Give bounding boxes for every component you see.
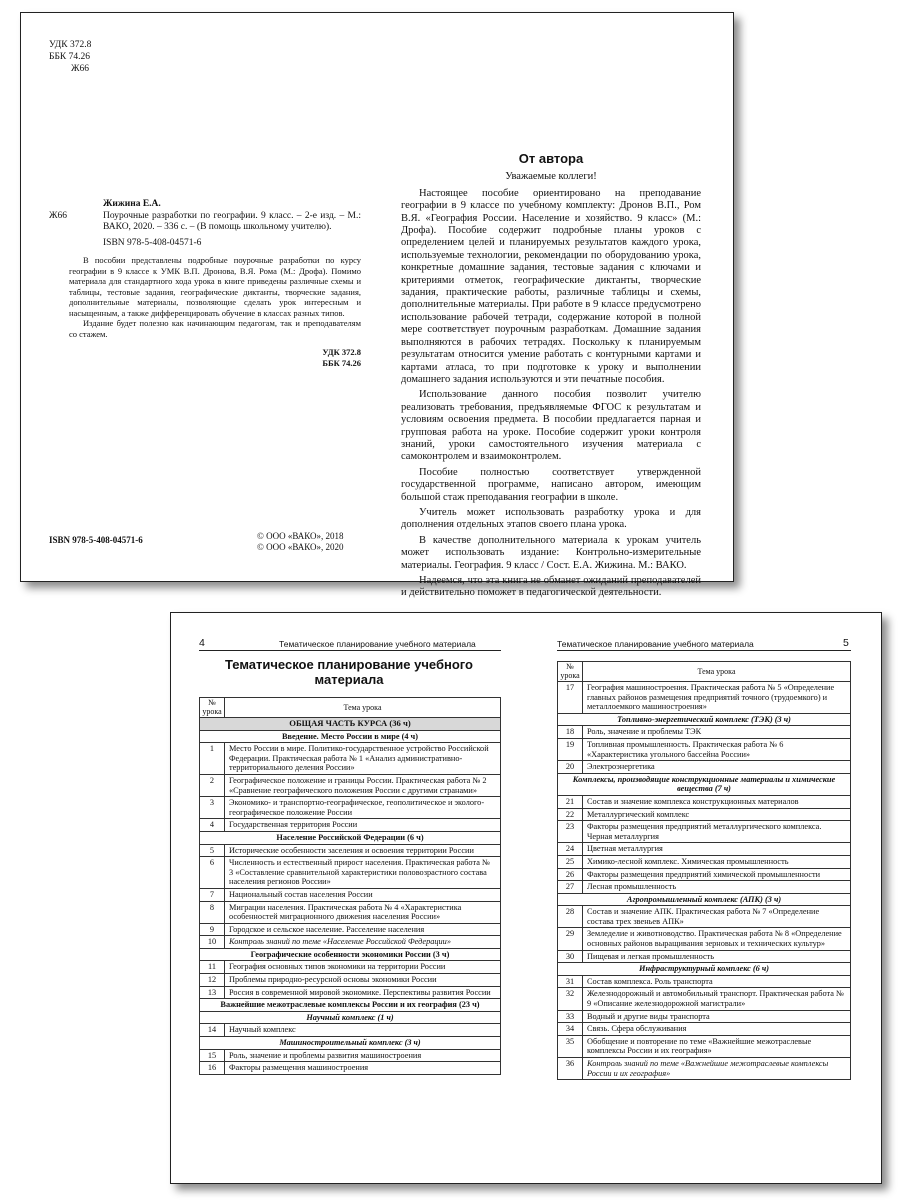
section-heading: Географические особенности экономики России (3 ч) xyxy=(200,948,501,961)
table-row xyxy=(558,1023,851,1036)
lesson-topic: Металлургический комплекс xyxy=(583,808,851,821)
lesson-topic: Проблемы природно-ресурсной основы экономики России xyxy=(225,974,501,987)
preface-paragraph: Учитель может использовать разработку урока и для дополнения отдельных этапов своего плана урока. xyxy=(401,506,701,531)
table-row xyxy=(200,986,501,999)
section-heading: Важнейшие межотраслевые комплексы России и их география (23 ч) xyxy=(200,999,501,1012)
lesson-number: 17 xyxy=(558,682,583,714)
lesson-number: 36 xyxy=(558,1058,583,1080)
lesson-number: 7 xyxy=(200,888,225,901)
lesson-number: 19 xyxy=(558,738,583,760)
lesson-topic: Государственная территория России xyxy=(225,819,501,832)
section-row xyxy=(200,831,501,844)
codes-right xyxy=(49,347,361,368)
lesson-topic: Химико-лесной комплекс. Химическая промышленность xyxy=(583,855,851,868)
table-row xyxy=(558,868,851,881)
lesson-topic: Факторы размещения машиностроения xyxy=(225,1062,501,1075)
section-heading: Топливно-энергетический комплекс (ТЭК) (3 ч) xyxy=(558,713,851,726)
lesson-topic: Топливная промышленность. Практическая работа № 6 «Характеристика угольного бассейна России» xyxy=(583,738,851,760)
preface-paragraph: В качестве дополнительного материала к урокам учитель может использовать издание: Контрольно-измерительные материалы. География. 9 класс / Сост. Е.А. Жижина. М.: ВАКО. xyxy=(401,534,701,571)
lesson-number: 13 xyxy=(200,986,225,999)
lesson-topic: Цветная металлургия xyxy=(583,843,851,856)
header-rule-left xyxy=(199,650,501,651)
section-heading: Научный комплекс (1 ч) xyxy=(200,1011,501,1024)
lesson-number: 20 xyxy=(558,761,583,774)
table-row xyxy=(558,855,851,868)
lesson-topic: Факторы размещения предприятий химической промышленности xyxy=(583,868,851,881)
section-heading: Введение. Место России в мире (4 ч) xyxy=(200,730,501,743)
lesson-number: 2 xyxy=(200,774,225,796)
lesson-plan-table-right xyxy=(557,661,851,1080)
lesson-topic: Контроль знаний по теме «Важнейшие межотраслевые комплексы России и их география» xyxy=(583,1058,851,1080)
table-row xyxy=(200,961,501,974)
table-row xyxy=(558,1010,851,1023)
section-heading: Агропромышленный комплекс (АПК) (3 ч) xyxy=(558,893,851,906)
lesson-number: 10 xyxy=(200,936,225,949)
table-row xyxy=(200,844,501,857)
table-row xyxy=(558,682,851,714)
lesson-topic: Роль, значение и проблемы развития машиностроения xyxy=(225,1049,501,1062)
lesson-number: 30 xyxy=(558,950,583,963)
preface-paragraph: Настоящее пособие ориентировано на преподавание географии в 9 классе по учебному комплекту: Дронов В.П., Ром В.Я. «География России. Население и хозяйство. 9 класс» (М.: Дрофа). Пособие содержит подробные планы уроков с определением целей и планируемых результатов каждого урока, используемые технологии, рекомендации по оборудованию урока, конкретные домашние задания, тестовые задания с ключами и критериями отметок, географические диктанты, творческие задания, практические работы, различные таблицы и схемы, дополнительные материалы. При работе в 9 классе предусмотрено использование рабочей тетради, содержание которой в полной мере соответствует поурочным разработкам. Домашние задания выполняются в рабочих тетрадях. Поскольку к планируемым результатам относится умение работать с контурными картами и картами атласа, то при подготовке к уроку и выполнении домашнего задания используются и эти печатные пособия. xyxy=(401,187,701,385)
lesson-topic: Экономико- и транспортно-географическое, геополитическое и эколого-географическое положение России xyxy=(225,797,501,819)
header-rule-right xyxy=(557,650,851,651)
lesson-topic: Россия в современной мировой экономике. Перспективы развития России xyxy=(225,986,501,999)
table-row xyxy=(558,821,851,843)
salutation: Уважаемые коллеги! xyxy=(505,171,597,183)
lesson-topic: Научный комплекс xyxy=(225,1024,501,1037)
table-row xyxy=(558,761,851,774)
table-row xyxy=(200,1024,501,1037)
annotation-paragraph: Издание будет полезно как начинающим педагогам, так и преподавателям со стажем. xyxy=(69,318,361,339)
preface-title: От автора xyxy=(518,151,584,166)
table-row xyxy=(558,795,851,808)
lesson-topic: Национальный состав населения России xyxy=(225,888,501,901)
lesson-topic: Факторы размещения предприятий металлургического комплекса. Черная металлургия xyxy=(583,821,851,843)
table-row xyxy=(558,726,851,739)
section-heading: Инфраструктурный комплекс (6 ч) xyxy=(558,963,851,976)
lesson-number: 15 xyxy=(200,1049,225,1062)
table-row xyxy=(200,1049,501,1062)
lesson-topic: Связь. Сфера обслуживания xyxy=(583,1023,851,1036)
page-number-left: 4 xyxy=(199,637,205,649)
lesson-number: 16 xyxy=(200,1062,225,1075)
table-row xyxy=(200,797,501,819)
desc-text: Поурочные разработки по географии. 9 класс. – 2-е изд. – М.: ВАКО, 2020. – 336 с. – (В помощь школьному учителю). xyxy=(103,210,361,232)
lesson-topic: Городское и сельское население. Расселение населения xyxy=(225,923,501,936)
table-row xyxy=(558,950,851,963)
desc-author-sign: Ж66 xyxy=(49,210,68,221)
table-row xyxy=(200,743,501,775)
preface-paragraph: Надеемся, что эта книга не обманет ожиданий преподавателей и действительно поможет в педагогической деятельности. xyxy=(401,575,701,599)
lesson-number: 23 xyxy=(558,821,583,843)
udk-code-right: УДК 372.8 xyxy=(322,347,361,357)
running-header-left: Тематическое планирование учебного материала xyxy=(279,639,476,649)
section-row xyxy=(558,713,851,726)
lesson-number: 4 xyxy=(200,819,225,832)
annotation-paragraph: В пособии представлены подробные поурочные разработки по курсу географии в 9 классе к УМК В.П. Дронова, В.Я. Рома (М.: Дрофа). Помимо материала для стандартного хода урока в книге приведены различные схемы и таблицы, тестовые задания, географические диктанты, творческие задания, дополнительные материалы, позволяющие сделать урок интересным и насыщенным, а также дифференцировать обучение в классах разных типов. xyxy=(69,255,361,318)
lesson-number: 34 xyxy=(558,1023,583,1036)
lesson-topic: Место России в мире. Политико-государственное устройство Российской Федерации. Практическая работа № 1 «Анализ административно-территориального деления России» xyxy=(225,743,501,775)
copyright-block xyxy=(257,531,344,553)
table-header-row xyxy=(200,698,501,718)
lesson-topic: География машиностроения. Практическая работа № 5 «Определение главных районов размещения предприятий точного (трудоемкого) и металлоемкого машиностроения» xyxy=(583,682,851,714)
table-row xyxy=(558,906,851,928)
table-row xyxy=(200,857,501,889)
table-body xyxy=(558,682,851,1080)
imprint-block xyxy=(49,199,361,368)
table-row xyxy=(200,974,501,987)
author-sign: Ж66 xyxy=(71,64,90,74)
lesson-topic: Обобщение и повторение по теме «Важнейшие межотраслевые комплексы России и их география» xyxy=(583,1035,851,1057)
lesson-number: 6 xyxy=(200,857,225,889)
table-body xyxy=(200,718,501,1075)
lesson-number: 9 xyxy=(200,923,225,936)
section-row xyxy=(200,730,501,743)
column-header-topic: Тема урока xyxy=(225,698,501,718)
book-spread-table-of-contents xyxy=(170,612,882,1184)
lesson-number: 32 xyxy=(558,988,583,1010)
lesson-number: 35 xyxy=(558,1035,583,1057)
preface-paragraph: Пособие полностью соответствует утвержденной государственной программе, написано автором, имеющим большой стаж преподавания географии в школе. xyxy=(401,466,701,503)
lesson-number: 1 xyxy=(200,743,225,775)
table-row xyxy=(558,843,851,856)
toc-title: Тематическое планирование учебного материала xyxy=(225,657,473,687)
page-number-right: 5 xyxy=(843,637,849,649)
table-row xyxy=(200,774,501,796)
lesson-topic: Земледелие и животноводство. Практическая работа № 8 «Определение основных районов выращивания зерновых и технических культур» xyxy=(583,928,851,950)
section-row xyxy=(200,718,501,731)
isbn-bottom: ISBN 978-5-408-04571-6 xyxy=(49,535,143,545)
lesson-topic: Исторические особенности заселения и освоения территории России xyxy=(225,844,501,857)
table-row xyxy=(558,1035,851,1057)
lesson-number: 25 xyxy=(558,855,583,868)
section-row xyxy=(200,999,501,1012)
annotation xyxy=(49,255,361,339)
lesson-topic: Миграции населения. Практическая работа № 4 «Характеристика особенностей миграционного движения населения России» xyxy=(225,901,501,923)
preface xyxy=(401,153,701,603)
bbk-code: ББК 74.26 xyxy=(49,52,90,62)
lesson-number: 21 xyxy=(558,795,583,808)
preface-paragraph: Использование данного пособия позволит учителю реализовать требования, предъявляемые ФГОС к результатам и условиям освоения предмета. В пособии предлагается парная и групповая работа на уроке. Пособие содержит уроки контроля знаний, уроки самостоятельного изучения материала с самоконтролем и взаимоконтролем. xyxy=(401,389,701,463)
classification-codes xyxy=(49,39,91,75)
table-row xyxy=(558,975,851,988)
copyright-line: © ООО «ВАКО», 2018 xyxy=(257,531,344,541)
section-row xyxy=(200,948,501,961)
lesson-topic: Железнодорожный и автомобильный транспорт. Практическая работа № 9 «Описание железнодорожной магистрали» xyxy=(583,988,851,1010)
author-name: Жижина Е.А. xyxy=(103,199,161,209)
table-row xyxy=(200,923,501,936)
table-row xyxy=(200,888,501,901)
lesson-topic: Состав и значение комплекса конструкционных материалов xyxy=(583,795,851,808)
table-row xyxy=(558,881,851,894)
lesson-topic: Лесная промышленность xyxy=(583,881,851,894)
column-header-number: № урока xyxy=(558,662,583,682)
section-row xyxy=(558,963,851,976)
lesson-topic: Состав и значение АПК. Практическая работа № 7 «Определение состава трех звеньев АПК» xyxy=(583,906,851,928)
table-row xyxy=(200,901,501,923)
lesson-topic: Электроэнергетика xyxy=(583,761,851,774)
lesson-number: 29 xyxy=(558,928,583,950)
section-heading: ОБЩАЯ ЧАСТЬ КУРСА (36 ч) xyxy=(200,718,501,731)
section-row xyxy=(200,1037,501,1050)
lesson-topic: Состав комплекса. Роль транспорта xyxy=(583,975,851,988)
table-row xyxy=(558,988,851,1010)
section-row xyxy=(558,893,851,906)
bibliographic-description xyxy=(49,211,361,234)
section-row xyxy=(558,773,851,795)
lesson-number: 24 xyxy=(558,843,583,856)
lesson-number: 14 xyxy=(200,1024,225,1037)
lesson-topic: География основных типов экономики на территории России xyxy=(225,961,501,974)
table-row xyxy=(558,738,851,760)
section-heading: Машиностроительный комплекс (3 ч) xyxy=(200,1037,501,1050)
table-row xyxy=(200,936,501,949)
lesson-topic: Водный и другие виды транспорта xyxy=(583,1010,851,1023)
column-header-topic: Тема урока xyxy=(583,662,851,682)
copyright-line: © ООО «ВАКО», 2020 xyxy=(257,542,344,552)
lesson-number: 12 xyxy=(200,974,225,987)
lesson-number: 8 xyxy=(200,901,225,923)
section-heading: Комплексы, производящие конструкционные материалы и химические вещества (7 ч) xyxy=(558,773,851,795)
lesson-number: 5 xyxy=(200,844,225,857)
lesson-number: 26 xyxy=(558,868,583,881)
lesson-number: 27 xyxy=(558,881,583,894)
lesson-number: 18 xyxy=(558,726,583,739)
udk-code: УДК 372.8 xyxy=(49,40,92,50)
table-row xyxy=(200,1062,501,1075)
section-heading: Население Российской Федерации (6 ч) xyxy=(200,831,501,844)
lesson-plan-table-left xyxy=(199,697,501,1075)
isbn-line: ISBN 978-5-408-04571-6 xyxy=(103,237,202,248)
lesson-number: 3 xyxy=(200,797,225,819)
column-header-number: № урока xyxy=(200,698,225,718)
lesson-number: 11 xyxy=(200,961,225,974)
lesson-topic: Пищевая и легкая промышленность xyxy=(583,950,851,963)
table-row xyxy=(558,808,851,821)
table-row xyxy=(558,928,851,950)
lesson-number: 33 xyxy=(558,1010,583,1023)
lesson-topic: Численность и естественный прирост населения. Практическая работа № 3 «Составление сравнительной характеристики половозрастного состава населения регионов России» xyxy=(225,857,501,889)
lesson-number: 31 xyxy=(558,975,583,988)
section-row xyxy=(200,1011,501,1024)
lesson-topic: Географическое положение и границы России. Практическая работа № 2 «Сравнение географического положения России с другими странами» xyxy=(225,774,501,796)
running-header-right: Тематическое планирование учебного материала xyxy=(557,639,754,649)
table-header-row xyxy=(558,662,851,682)
table-row xyxy=(558,1058,851,1080)
lesson-topic: Роль, значение и проблемы ТЭК xyxy=(583,726,851,739)
lesson-number: 28 xyxy=(558,906,583,928)
bbk-code-right: ББК 74.26 xyxy=(322,357,361,368)
table-row xyxy=(200,819,501,832)
lesson-topic: Контроль знаний по теме «Население Российской Федерации» xyxy=(225,936,501,949)
lesson-number: 22 xyxy=(558,808,583,821)
book-spread-front-matter xyxy=(20,12,734,599)
